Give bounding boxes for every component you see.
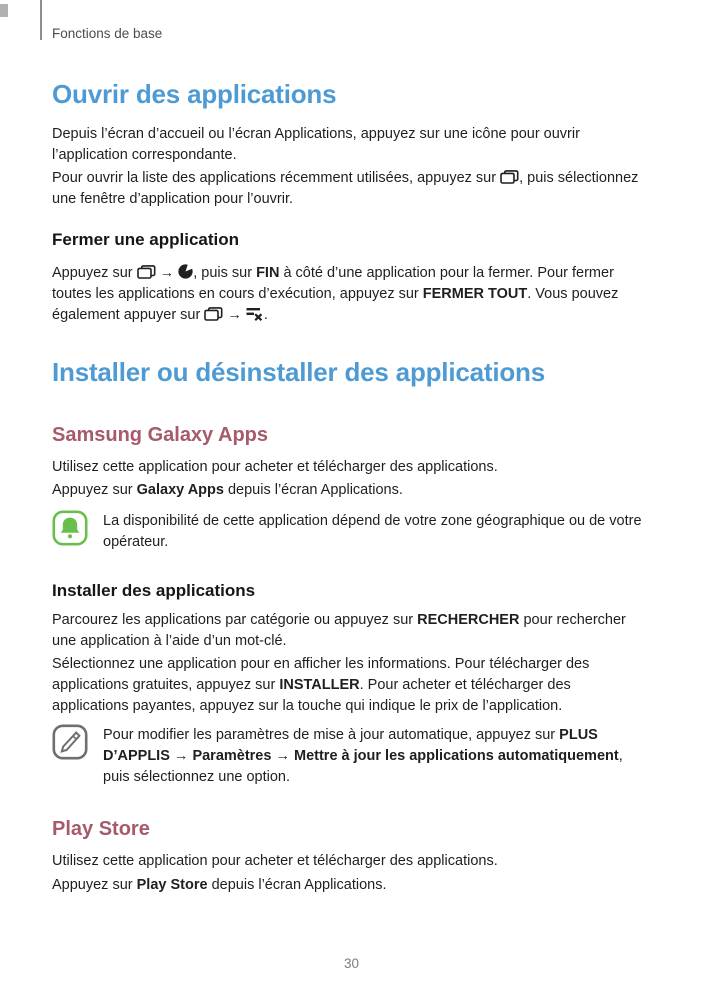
install-apps-paragraph-2 [52, 654, 650, 717]
text-segment: , puis sélectionnez une option. [103, 748, 623, 785]
notice-box-availability [52, 510, 650, 553]
notice-text: La disponibilité de cette application dépend de votre zone géographique ou de votre opérateur. [103, 513, 642, 550]
text-segment: Depuis l’écran d’accueil ou l’écran Applications, appuyez sur une icône pour ouvrir l’application correspondante. [52, 126, 580, 163]
period-segment: . [263, 307, 268, 323]
task-manager-pie-icon [178, 263, 193, 284]
text-segment: depuis l’écran Applications. [223, 482, 403, 498]
notice-box-auto-update [52, 724, 650, 788]
arrow-separator: → [223, 307, 246, 323]
text-segment: pour rechercher une application à l’aide d’un mot-clé. [52, 612, 626, 649]
chapter-header: Fonctions de base [52, 26, 163, 41]
text-segment: Sélectionnez une application pour en afficher les informations. Pour télécharger des applications gratuites, appuyez sur [52, 656, 590, 693]
subsection-title-play-store: Play Store [52, 818, 150, 840]
bold-key-fin: FIN [256, 265, 280, 281]
bold-key-plus-dapplis: PLUS D’APPLIS [103, 727, 598, 764]
section-title-open-apps: Ouvrir des applications [52, 79, 337, 109]
text-segment: à côté d’une application pour la fermer. Pour fermer toutes les applications en cours d’exécution, appuyez sur [52, 265, 614, 302]
bold-key-play-store: Play Store [136, 877, 208, 893]
header-divider-rule [40, 0, 42, 40]
bold-key-auto-update: Mettre à jour les applications automatiquement [294, 748, 619, 764]
text-segment: Utilisez cette application pour acheter et télécharger des applications. [52, 853, 498, 869]
text-segment: Appuyez sur [52, 482, 137, 498]
galaxy-apps-paragraph-2 [52, 480, 650, 501]
text-segment: depuis l’écran Applications. [207, 877, 387, 893]
text-segment: Appuyez sur [52, 877, 137, 893]
play-store-paragraph-2 [52, 875, 650, 896]
bold-key-parametres: Paramètres [192, 748, 272, 764]
subsection-title-close-app: Fermer une application [52, 230, 240, 249]
pencil-note-icon [52, 724, 88, 760]
bold-key-fermer-tout: FERMER TOUT [422, 286, 528, 302]
text-segment: . Pour acheter et télécharger des applications payantes, appuyez sur la touche qui indique le prix de l’application. [52, 677, 571, 714]
play-store-paragraph-1 [52, 851, 650, 872]
open-apps-paragraph-1 [52, 124, 650, 166]
subsection-title-galaxy-apps: Samsung Galaxy Apps [52, 424, 268, 446]
page-edge-mark [0, 4, 8, 17]
text-segment: , puis sélectionnez une fenêtre d’application pour l’ouvrir. [52, 170, 639, 207]
bold-key-galaxy-apps: Galaxy Apps [136, 482, 224, 498]
page-number: 30 [343, 956, 360, 971]
recent-apps-icon [204, 305, 223, 326]
arrow-separator: → [169, 748, 193, 764]
open-apps-paragraph-2 [52, 168, 650, 210]
arrow-separator: → [271, 748, 294, 764]
close-app-paragraph [52, 263, 650, 326]
recent-apps-icon [500, 168, 519, 189]
install-apps-paragraph-1 [52, 610, 650, 652]
notice-text [103, 724, 650, 788]
text-segment: , puis sur [193, 265, 257, 281]
recent-apps-icon [137, 263, 156, 284]
notification-bell-icon [52, 510, 88, 546]
bold-key-installer: INSTALLER [279, 677, 360, 693]
text-segment: . Vous pouvez également appuyer sur [52, 286, 619, 323]
icon-sequence [204, 307, 268, 323]
text-segment: Parcourez les applications par catégorie ou appuyez sur [52, 612, 418, 628]
text-segment: Utilisez cette application pour acheter et télécharger des applications. [52, 459, 498, 475]
subsection-title-install-apps: Installer des applications [52, 581, 256, 600]
text-segment: Pour ouvrir la liste des applications récemment utilisées, appuyez sur [52, 170, 501, 186]
bold-key-rechercher: RECHERCHER [417, 612, 520, 628]
text-segment: Pour modifier les paramètres de mise à jour automatique, appuyez sur [103, 727, 560, 743]
galaxy-apps-paragraph-1 [52, 457, 650, 478]
text-segment: Appuyez sur [52, 265, 137, 281]
section-title-install-uninstall: Installer ou désinstaller des applications [52, 357, 545, 387]
arrow-separator: → [155, 265, 179, 281]
close-all-icon [246, 305, 264, 326]
